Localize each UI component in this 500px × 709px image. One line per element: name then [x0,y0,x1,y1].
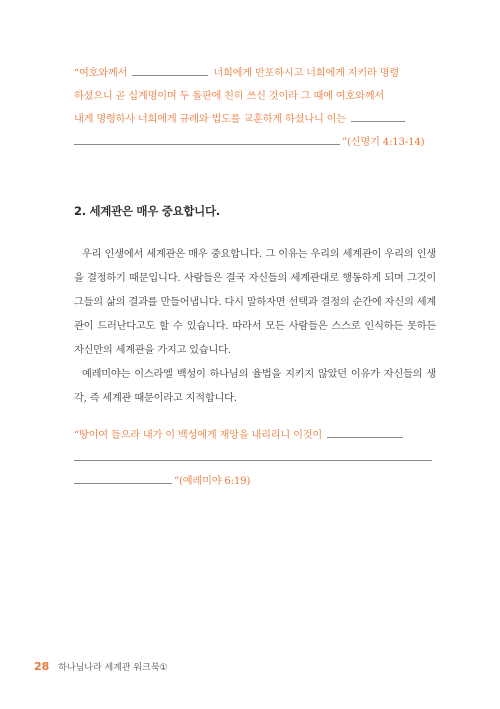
fill-in-blank[interactable] [74,449,432,461]
page-footer [34,660,168,673]
fill-in-blank[interactable] [74,472,172,484]
quote-text: 내게 명령하사 너희에게 규례와 법도를 교훈하게 하셨나니 이는 [74,114,346,125]
fill-in-blank[interactable] [132,64,208,76]
quote-line [74,424,436,447]
fill-in-blank[interactable] [351,110,405,122]
scripture-reference: ”(신명기 4:13-14) [342,137,425,148]
page-number: 28 [34,660,50,673]
section-heading: 2. 세계관은 매우 중요합니다. [74,204,220,218]
scripture-quote-deuteronomy [74,62,436,154]
scripture-quote-jeremiah [74,424,436,493]
scripture-reference: ”(예레미야 6:19) [174,476,251,487]
paragraph: 우리 인생에서 세계관은 매우 중요합니다. 그 이유는 우리의 세계관이 우리의 인생을 결정하기 때문입니다. 사람들은 결국 자신들의 세계관대로 행동하게 되며 그것이 그들의 삶의 결과를 만들어냅니다. 다시 말하자면 선택과 결정의 순간에 자신의 세계관이 드러난다고도 할 수 있습니다. 따라서 모든 사람들은 스스로 인식하든 못하든 자신만의 세계관을 가지고 있습니다. [74,249,436,356]
fill-in-blank[interactable] [74,133,340,145]
fill-in-blank[interactable] [327,426,403,438]
paragraph: 예레미야는 이스라엘 백성이 하나님의 율법을 지키지 않았던 이유가 자신들의 생각, 즉 세계관 때문이라고 지적합니다. [74,369,436,404]
quote-text: “여호와께서 [74,68,128,79]
body-text [74,243,436,411]
quote-line: 하셨으니 곧 십계명이며 두 돌판에 친히 쓰신 것이라 그 때에 여호와께서 [74,91,384,102]
quote-line [74,62,436,85]
book-title: 하나님나라 세계관 워크북① [58,663,168,673]
quote-text: 너희에게 반포하시고 너희에게 지키라 명령 [213,68,400,79]
quote-line [74,108,436,131]
quote-line [74,131,436,154]
quote-text: “땅이여 들으라 내가 이 백성에게 재앙을 내리리니 이것이 [74,430,323,441]
quote-line [74,447,436,470]
quote-line [74,470,436,493]
